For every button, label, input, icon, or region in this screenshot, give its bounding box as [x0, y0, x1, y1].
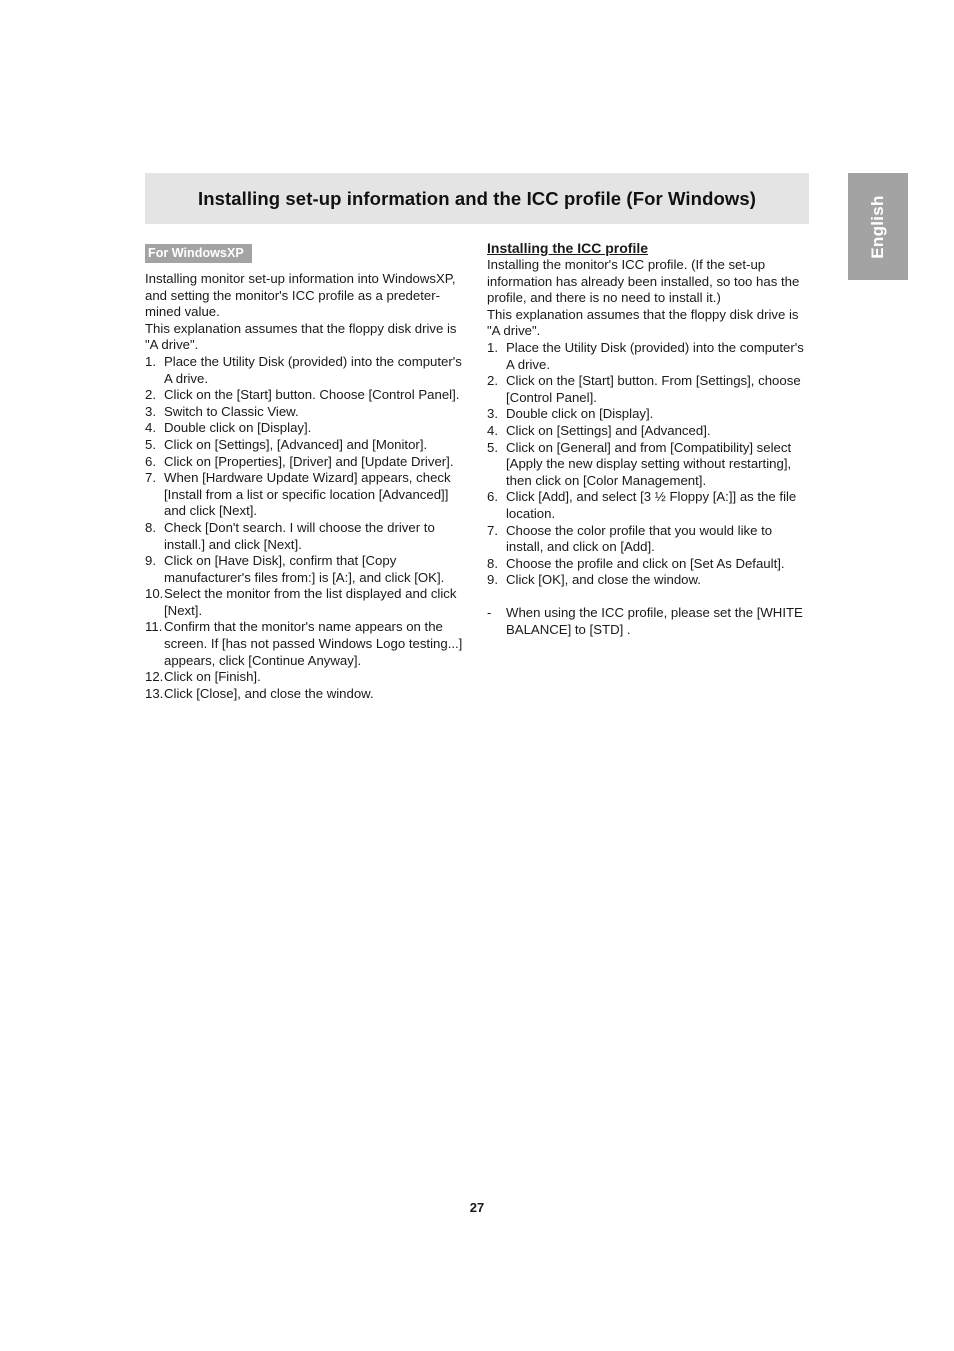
step-number: 10. [145, 586, 164, 602]
step-text: Double click on [Display]. [506, 406, 654, 422]
step-text: Click on [Finish]. [164, 669, 261, 685]
step-text: Click on [Settings] and [Advanced]. [506, 422, 711, 438]
step-number: 1. [487, 339, 498, 355]
step-number: 12. [145, 669, 164, 685]
step-number: 9. [145, 553, 156, 569]
step-item [487, 523, 809, 556]
step-text: Click on [Have Disk], confirm that [Copy manufacturer's files from:] is [A:], and click [OK]. [164, 553, 445, 585]
right-steps-list [487, 340, 809, 589]
step-number: 13. [145, 685, 164, 701]
right-assumption: This explanation assumes that the floppy disk drive is "A drive". [487, 306, 799, 339]
left-assumption: This explanation assumes that the floppy disk drive is "A drive". [145, 320, 457, 353]
right-intro: Installing the monitor's ICC profile. (If the set-up information has already been installed, so too has the profile, and there is no need to install it.) [487, 257, 800, 306]
step-number: 2. [487, 373, 498, 389]
note-text: When using the ICC profile, please set the [WHITE BALANCE] to [STD] . [506, 605, 803, 638]
step-text: Check [Don't search. I will choose the driver to install.] and click [Next]. [164, 519, 435, 552]
step-text: Click on the [Start] button. Choose [Control Panel]. [164, 387, 460, 403]
step-item [145, 387, 469, 404]
step-text: Click on [General] and from [Compatibility] select [Apply the new display setting without restarting], then click on [Color Management]. [506, 439, 792, 488]
step-text: Confirm that the monitor's name appears on the screen. If [has not passed Windows Logo testing...] appears, click [Continue Anyway]. [164, 619, 463, 668]
white-balance-note [487, 605, 809, 638]
step-number: 8. [487, 555, 498, 571]
step-text: Click on the [Start] button. From [Settings], choose [Control Panel]. [506, 373, 801, 405]
step-number: 8. [145, 519, 156, 535]
step-text: Select the monitor from the list displayed and click [Next]. [164, 586, 457, 618]
step-number: 2. [145, 387, 156, 403]
step-number: 5. [145, 436, 156, 452]
step-text: Choose the color profile that you would like to install, and click on [Add]. [506, 522, 773, 555]
title-bar [145, 173, 809, 224]
step-number: 3. [145, 403, 156, 419]
step-number: 9. [487, 572, 498, 588]
step-text: Double click on [Display]. [164, 420, 312, 436]
step-number: 4. [145, 420, 156, 436]
step-item [145, 686, 469, 703]
step-item [487, 440, 809, 490]
step-item [145, 404, 469, 421]
step-text: Place the Utility Disk (provided) into the computer's A drive. [506, 339, 804, 372]
step-item [145, 437, 469, 454]
step-number: 3. [487, 406, 498, 422]
step-number: 1. [145, 353, 156, 369]
step-text: Place the Utility Disk (provided) into the computer's A drive. [164, 353, 462, 386]
step-number: 7. [145, 470, 156, 486]
step-number: 4. [487, 422, 498, 438]
step-text: Switch to Classic View. [164, 403, 299, 419]
step-text: When [Hardware Update Wizard] appears, check [Install from a list or specific location [Advanced]] and click [Next]. [164, 470, 451, 519]
step-item [145, 420, 469, 437]
left-steps-list [145, 354, 469, 702]
step-text: Click [Close], and close the window. [164, 685, 374, 701]
step-item [487, 340, 809, 373]
language-tab [848, 173, 908, 280]
step-number: 7. [487, 522, 498, 538]
step-number: 5. [487, 439, 498, 455]
left-column [145, 244, 469, 702]
step-item [145, 520, 469, 553]
step-text: Click [Add], and select [3 ½ Floppy [A:]] as the file location. [506, 489, 797, 521]
icc-profile-heading: Installing the ICC profile [487, 240, 649, 256]
step-item [487, 373, 809, 406]
language-tab-label: English [868, 194, 887, 259]
right-column [487, 240, 809, 639]
step-item [487, 489, 809, 522]
step-text: Click [OK], and close the window. [506, 572, 701, 588]
step-item [145, 553, 469, 586]
step-item [145, 619, 469, 669]
step-item [145, 669, 469, 686]
step-item [145, 454, 469, 471]
step-text: Click on [Settings], [Advanced] and [Monitor]. [164, 436, 428, 452]
step-item [487, 423, 809, 440]
step-text: Choose the profile and click on [Set As Default]. [506, 555, 785, 571]
page-title: Installing set-up information and the ICC profile (For Windows) [197, 187, 757, 209]
step-item [487, 406, 809, 423]
step-item [487, 556, 809, 573]
note-marker: - [487, 605, 492, 621]
step-number: 11. [145, 619, 163, 635]
page-number: 27 [469, 1200, 485, 1215]
step-text: Click on [Properties], [Driver] and [Update Driver]. [164, 453, 454, 469]
step-number: 6. [145, 453, 156, 469]
step-number: 6. [487, 489, 498, 505]
left-intro: Installing monitor set-up information into WindowsXP, and setting the monitor's ICC profile as a predeter-mined value. [145, 271, 456, 320]
windows-xp-badge: For WindowsXP [145, 244, 252, 263]
step-item [145, 470, 469, 520]
step-item [145, 586, 469, 619]
step-item [145, 354, 469, 387]
step-item [487, 572, 809, 589]
